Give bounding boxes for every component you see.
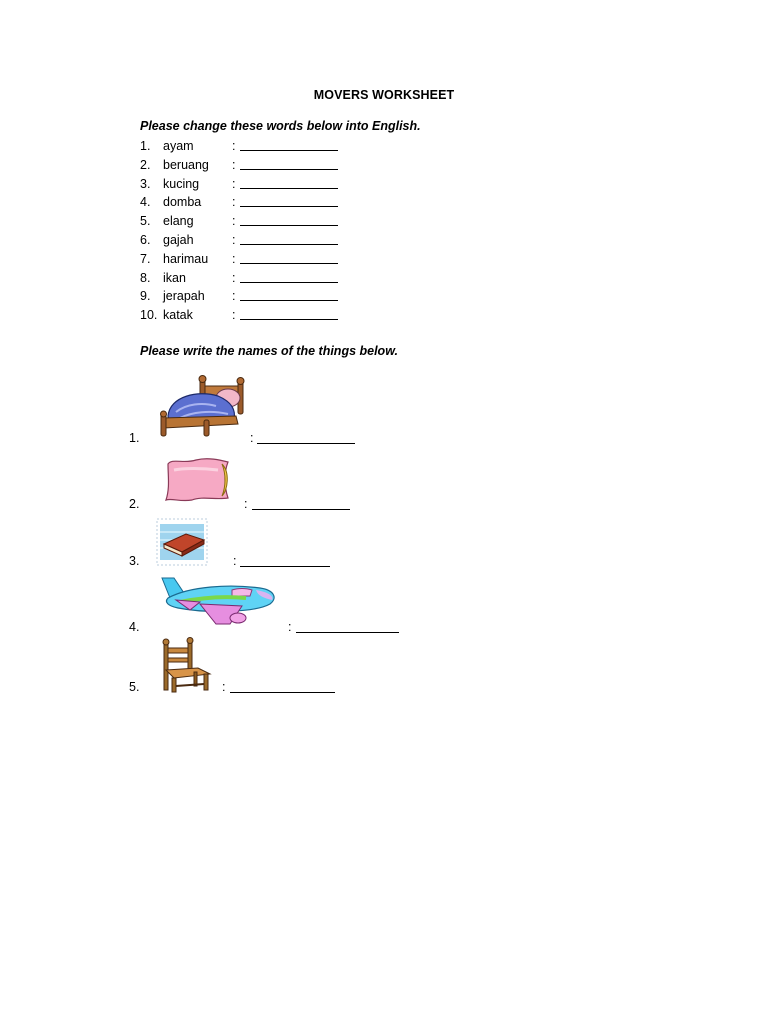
instruction-translate: Please change these words below into English. bbox=[140, 119, 421, 133]
colon: : bbox=[232, 289, 236, 304]
item-number: 8. bbox=[140, 270, 151, 285]
colon: : bbox=[244, 497, 248, 511]
item-number: 6. bbox=[140, 232, 151, 247]
item-number: 3. bbox=[140, 176, 151, 191]
malay-word: elang bbox=[163, 214, 194, 229]
answer-blank[interactable] bbox=[240, 169, 338, 170]
answer-blank[interactable] bbox=[240, 300, 338, 301]
answer-blank[interactable] bbox=[296, 621, 399, 633]
item-number: 5. bbox=[140, 214, 151, 229]
malay-word: domba bbox=[163, 195, 202, 210]
item-number: 9. bbox=[140, 289, 151, 304]
answer-blank[interactable] bbox=[240, 282, 338, 283]
colon: : bbox=[232, 232, 236, 247]
pillow-icon bbox=[162, 456, 232, 504]
list-item bbox=[140, 269, 460, 288]
answer-blank[interactable] bbox=[240, 188, 338, 189]
word-list bbox=[140, 137, 460, 325]
answer-blank[interactable] bbox=[230, 681, 335, 693]
colon: : bbox=[232, 214, 236, 229]
item-number: 4. bbox=[140, 195, 151, 210]
answer-blank[interactable] bbox=[240, 206, 338, 207]
list-item bbox=[140, 175, 460, 194]
item-number: 5. bbox=[129, 680, 140, 694]
colon: : bbox=[250, 431, 254, 445]
colon: : bbox=[232, 270, 236, 285]
list-item bbox=[140, 137, 460, 156]
colon: : bbox=[232, 139, 236, 153]
item-number: 10. bbox=[140, 308, 158, 323]
item-number: 4. bbox=[129, 620, 140, 634]
colon: : bbox=[222, 680, 226, 694]
answer-blank[interactable] bbox=[240, 263, 338, 264]
list-item bbox=[140, 231, 460, 250]
item-number: 7. bbox=[140, 251, 151, 266]
answer-blank[interactable] bbox=[240, 555, 330, 567]
instruction-picture-names: Please write the names of the things below. bbox=[140, 344, 398, 358]
page-title: MOVERS WORKSHEET bbox=[313, 88, 455, 102]
item-number: 1. bbox=[129, 431, 140, 445]
malay-word: ayam bbox=[163, 139, 194, 153]
list-item bbox=[140, 287, 460, 306]
answer-blank[interactable] bbox=[252, 498, 350, 510]
airplane-icon bbox=[160, 574, 280, 628]
item-number: 3. bbox=[129, 554, 140, 568]
bed-icon bbox=[158, 376, 248, 438]
colon: : bbox=[233, 554, 237, 568]
malay-word: beruang bbox=[163, 157, 209, 172]
answer-blank[interactable] bbox=[257, 432, 355, 444]
item-number: 2. bbox=[129, 497, 140, 511]
malay-word: harimau bbox=[163, 251, 209, 266]
item-number: 2. bbox=[140, 157, 151, 172]
list-item bbox=[140, 193, 460, 212]
list-item bbox=[140, 250, 460, 269]
colon: : bbox=[288, 620, 292, 634]
chair-icon bbox=[158, 638, 214, 694]
book-icon bbox=[156, 518, 208, 566]
colon: : bbox=[232, 176, 236, 191]
list-item bbox=[140, 212, 460, 231]
answer-blank[interactable] bbox=[240, 319, 338, 320]
colon: : bbox=[232, 195, 236, 210]
colon: : bbox=[232, 157, 236, 172]
colon: : bbox=[232, 251, 236, 266]
malay-word: jerapah bbox=[163, 289, 205, 304]
answer-blank[interactable] bbox=[240, 225, 338, 226]
list-item bbox=[140, 156, 460, 175]
answer-blank[interactable] bbox=[240, 150, 338, 151]
list-item bbox=[140, 306, 460, 325]
colon: : bbox=[232, 308, 236, 323]
answer-blank[interactable] bbox=[240, 244, 338, 245]
item-number: 1. bbox=[140, 139, 151, 153]
malay-word: gajah bbox=[163, 232, 194, 247]
malay-word: ikan bbox=[163, 270, 186, 285]
malay-word: katak bbox=[163, 308, 193, 323]
malay-word: kucing bbox=[163, 176, 200, 191]
